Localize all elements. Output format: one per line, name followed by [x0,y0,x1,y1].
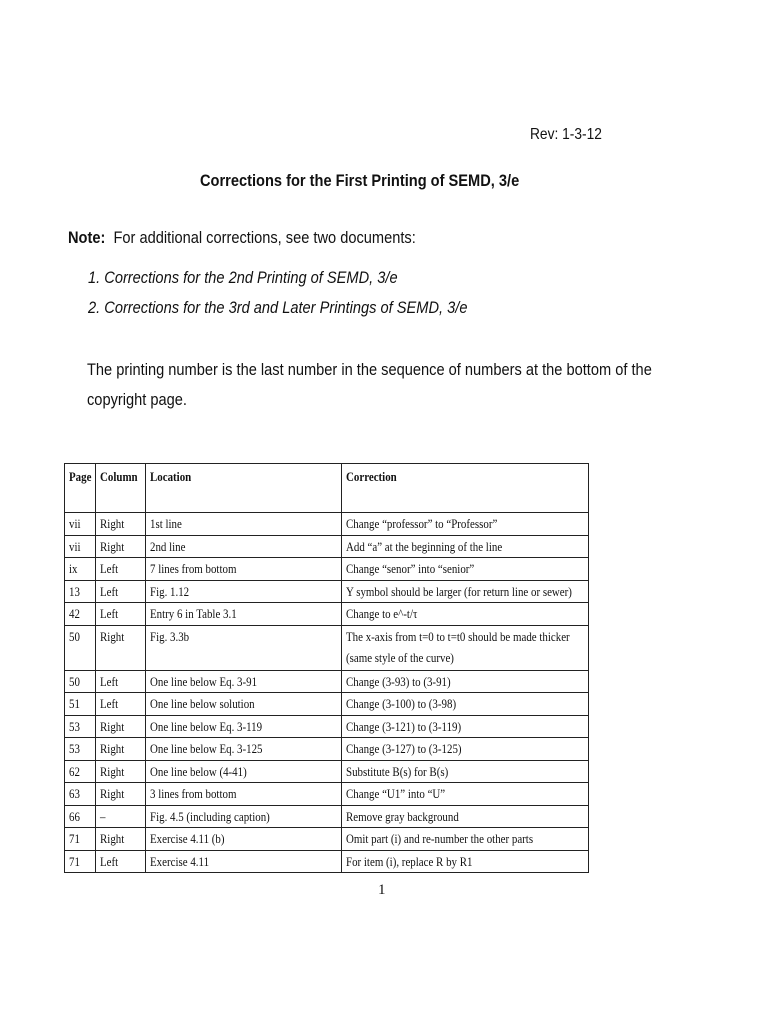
document-ref-2: 2. Corrections for the 3rd and Later Printings of SEMD, 3/e [88,298,468,317]
cell-page: 13 [65,580,96,603]
header-location: Location [146,464,342,513]
paragraph-line-1: The printing number is the last number in the sequence of numbers at the bottom of the [87,360,652,379]
cell-location: Entry 6 in Table 3.1 [146,603,342,626]
cell-correction: Change “senor” into “senior” [342,558,589,581]
cell-correction: Change “professor” to “Professor” [342,513,589,536]
document-title: Corrections for the First Printing of SEMD, 3/e [200,171,520,190]
table-row [65,828,589,851]
cell-column: Right [96,828,146,851]
cell-location: One line below Eq. 3-91 [146,670,342,693]
table-header-row [65,464,589,513]
cell-page: 42 [65,603,96,626]
cell-page: ix [65,558,96,581]
cell-column: Right [96,535,146,558]
cell-location: One line below (4-41) [146,760,342,783]
cell-correction: For item (i), replace R by R1 [342,850,589,873]
table-row [65,850,589,873]
table-row [65,805,589,828]
cell-location: 7 lines from bottom [146,558,342,581]
table-row [65,693,589,716]
cell-page: 53 [65,738,96,761]
cell-correction: Change “U1” into “U” [342,783,589,806]
cell-page: 63 [65,783,96,806]
cell-correction: Change (3-100) to (3-98) [342,693,589,716]
cell-column: Left [96,603,146,626]
cell-page: vii [65,513,96,536]
cell-location: 3 lines from bottom [146,783,342,806]
cell-page: 53 [65,715,96,738]
table-row [65,760,589,783]
cell-column: Right [96,738,146,761]
cell-page: 71 [65,850,96,873]
table-row [65,580,589,603]
cell-location: 1st line [146,513,342,536]
cell-location: One line below Eq. 3-125 [146,738,342,761]
note-text: For additional corrections, see two documents: [113,228,416,247]
page-number: 1 [378,882,386,898]
cell-correction: Change (3-121) to (3-119) [342,715,589,738]
table-row [65,558,589,581]
cell-correction: Change to e^-t/τ [342,603,589,626]
cell-location: Fig. 3.3b [146,625,342,670]
cell-column: Right [96,760,146,783]
cell-page: 66 [65,805,96,828]
cell-column: Right [96,625,146,670]
list-item [88,268,529,298]
cell-column: Right [96,783,146,806]
documents-list [88,268,529,328]
revision-date: Rev: 1-3-12 [530,126,602,143]
header-column: Column [96,464,146,513]
cell-location: Exercise 4.11 [146,850,342,873]
cell-correction: The x-axis from t=0 to t=t0 should be made thicker (same style of the curve) [342,625,589,670]
cell-column: Left [96,580,146,603]
list-item [88,298,529,328]
cell-column: – [96,805,146,828]
table-row [65,715,589,738]
header-correction: Correction [342,464,589,513]
cell-correction: Change (3-127) to (3-125) [342,738,589,761]
table-row [65,670,589,693]
cell-location: Fig. 4.5 (including caption) [146,805,342,828]
note-line [68,228,416,248]
cell-correction: Substitute B(s) for B(s) [342,760,589,783]
cell-location: One line below solution [146,693,342,716]
cell-column: Left [96,850,146,873]
table-row [65,603,589,626]
table-body [65,513,589,873]
header-page: Page [65,464,96,513]
cell-correction: Add “a” at the beginning of the line [342,535,589,558]
cell-correction: Y symbol should be larger (for return line or sewer) [342,580,589,603]
cell-page: 71 [65,828,96,851]
cell-page: 50 [65,625,96,670]
paragraph-line-2: copyright page. [87,390,187,409]
cell-location: Exercise 4.11 (b) [146,828,342,851]
cell-page: vii [65,535,96,558]
cell-page: 62 [65,760,96,783]
table-row [65,625,589,670]
table-row [65,783,589,806]
cell-location: One line below Eq. 3-119 [146,715,342,738]
cell-location: 2nd line [146,535,342,558]
cell-column: Left [96,670,146,693]
corrections-table [64,463,589,873]
cell-column: Right [96,513,146,536]
printing-number-paragraph [87,355,687,415]
table-row [65,738,589,761]
cell-page: 51 [65,693,96,716]
table-row [65,535,589,558]
cell-correction: Omit part (i) and re-number the other parts [342,828,589,851]
cell-column: Left [96,558,146,581]
cell-correction: Change (3-93) to (3-91) [342,670,589,693]
table-row [65,513,589,536]
cell-page: 50 [65,670,96,693]
cell-column: Right [96,715,146,738]
cell-location: Fig. 1.12 [146,580,342,603]
cell-column: Left [96,693,146,716]
document-ref-1: 1. Corrections for the 2nd Printing of SEMD, 3/e [88,268,398,287]
note-label: Note: [68,228,106,247]
cell-correction: Remove gray background [342,805,589,828]
